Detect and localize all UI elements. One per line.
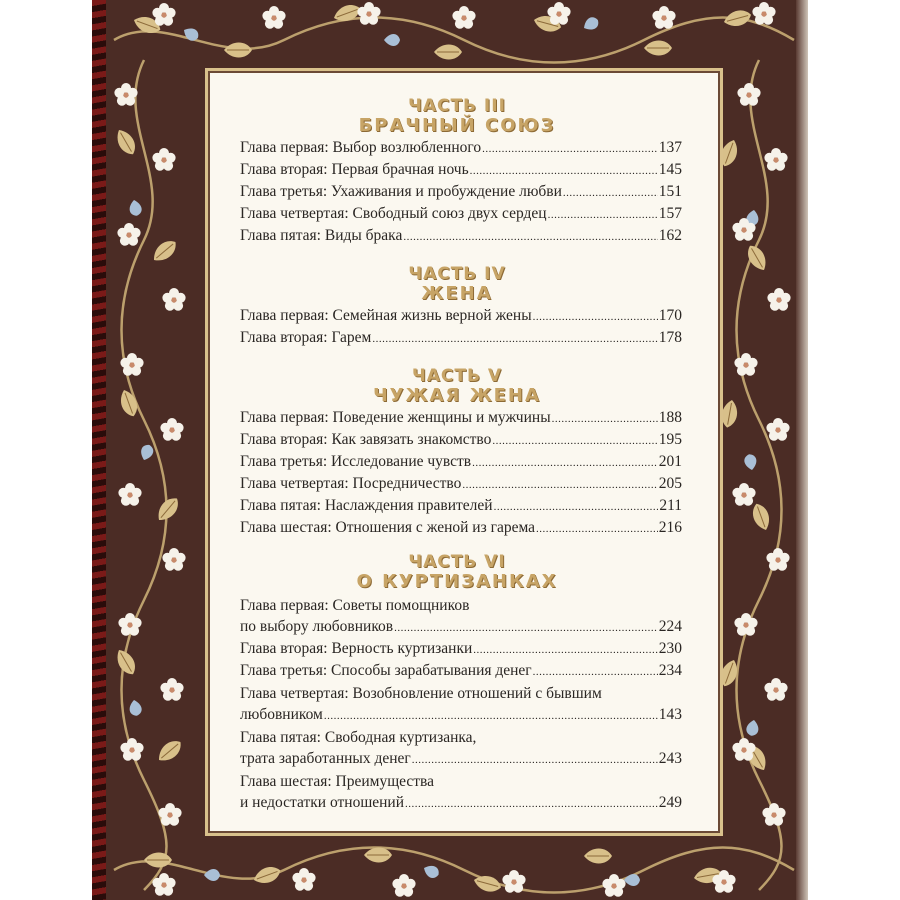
part-heading [232, 366, 682, 406]
page-number: 170 [658, 307, 682, 324]
page-number: 195 [658, 431, 682, 448]
page-number: 216 [658, 519, 682, 536]
leader-dots [492, 429, 657, 452]
toc-entry [240, 225, 682, 248]
leader-dots [403, 225, 657, 248]
page-number: 151 [658, 183, 682, 200]
entry-label: Глава вторая: Как завязать знакомство [240, 431, 492, 448]
leader-dots [482, 137, 658, 160]
leader-dots [324, 704, 658, 727]
entry-label: и недостатки отношений [240, 794, 405, 811]
toc-entry [240, 181, 682, 204]
page-number: 137 [658, 139, 682, 156]
part-number: ЧАСТЬ V [412, 366, 502, 386]
part-title: О КУРТИЗАНКАХ [356, 571, 558, 592]
leader-dots [412, 748, 658, 771]
entry-label: Глава первая: Поведение женщины и мужчины [240, 409, 551, 426]
toc-entry [240, 159, 682, 182]
leader-dots [462, 473, 657, 496]
part-heading [232, 96, 682, 136]
toc-entry [240, 660, 682, 683]
entry-label-line: Глава пятая: Свободная куртизанка, [240, 729, 477, 746]
entry-label-line: Глава первая: Советы помощников [240, 597, 470, 614]
page-number: 145 [658, 161, 682, 178]
entry-label: Глава первая: Выбор возлюбленного [240, 139, 482, 156]
entry-label: Глава четвертая: Свободный союз двух сердец [240, 205, 547, 222]
leader-dots [405, 792, 658, 815]
page-number: 157 [658, 205, 682, 222]
leader-dots [563, 181, 658, 204]
toc-entry [240, 638, 682, 661]
page-number: 249 [658, 794, 682, 811]
page-number: 224 [658, 618, 682, 635]
entry-label: по выбору любовников [240, 618, 394, 635]
entry-label: Глава четвертая: Посредничество [240, 475, 462, 492]
entry-label: Глава шестая: Отношения с женой из гарема [240, 519, 536, 536]
toc-entry [240, 704, 682, 727]
entry-label: Глава третья: Ухаживания и пробуждение любви [240, 183, 562, 200]
entry-label: Глава третья: Способы зарабатывания денег [240, 662, 532, 679]
toc-entry [240, 495, 682, 518]
page-number: 211 [659, 497, 682, 514]
page-number: 205 [658, 475, 682, 492]
page-number: 201 [658, 453, 682, 470]
part-title: ЧУЖАЯ ЖЕНА [373, 385, 541, 406]
leader-dots [473, 638, 657, 661]
toc-entry [240, 473, 682, 496]
page-number: 230 [658, 640, 682, 657]
toc-entry [240, 792, 682, 815]
entry-label-line: Глава четвертая: Возобновление отношений с бывшим [240, 685, 602, 702]
part-heading [232, 264, 682, 304]
part-number: ЧАСТЬ VI [408, 552, 506, 572]
leader-dots [536, 517, 658, 540]
entry-label: Глава вторая: Верность куртизанки [240, 640, 473, 657]
toc-entry [240, 748, 682, 771]
entry-label: трата заработанных денег [240, 750, 411, 767]
leader-dots [552, 407, 658, 430]
part-number: ЧАСТЬ III [408, 96, 506, 116]
leader-dots [494, 495, 659, 518]
leader-dots [548, 203, 658, 226]
page-number: 243 [658, 750, 682, 767]
toc-entry [240, 451, 682, 474]
leader-dots [394, 616, 658, 639]
toc-entry [240, 429, 682, 452]
leader-dots [372, 327, 657, 350]
toc-entry [240, 137, 682, 160]
part-heading [232, 552, 682, 592]
leader-dots [472, 451, 658, 474]
leader-dots [533, 660, 658, 683]
entry-label-line: Глава шестая: Преимущества [240, 773, 435, 790]
entry-label: Глава пятая: Виды брака [240, 227, 403, 244]
entry-label: Глава первая: Семейная жизнь верной жены [240, 307, 532, 324]
page-number: 234 [658, 662, 682, 679]
toc-entry [240, 305, 682, 328]
toc-entry [240, 327, 682, 350]
page-number: 162 [658, 227, 682, 244]
entry-label: Глава вторая: Гарем [240, 329, 372, 346]
entry-label: Глава пятая: Наслаждения правителей [240, 497, 493, 514]
part-title: ЖЕНА [421, 283, 493, 304]
page-number: 188 [658, 409, 682, 426]
page-number: 178 [658, 329, 682, 346]
part-number: ЧАСТЬ IV [408, 264, 506, 284]
leader-dots [533, 305, 658, 328]
leader-dots [470, 159, 658, 182]
toc-entry [240, 203, 682, 226]
part-title: БРАЧНЫЙ СОЮЗ [358, 115, 556, 136]
entry-label: любовником [240, 706, 323, 723]
entry-label: Глава вторая: Первая брачная ночь [240, 161, 469, 178]
toc-entry [240, 616, 682, 639]
toc-entry [240, 517, 682, 540]
entry-label: Глава третья: Исследование чувств [240, 453, 472, 470]
toc-entry [240, 407, 682, 430]
page-number: 143 [658, 706, 682, 723]
